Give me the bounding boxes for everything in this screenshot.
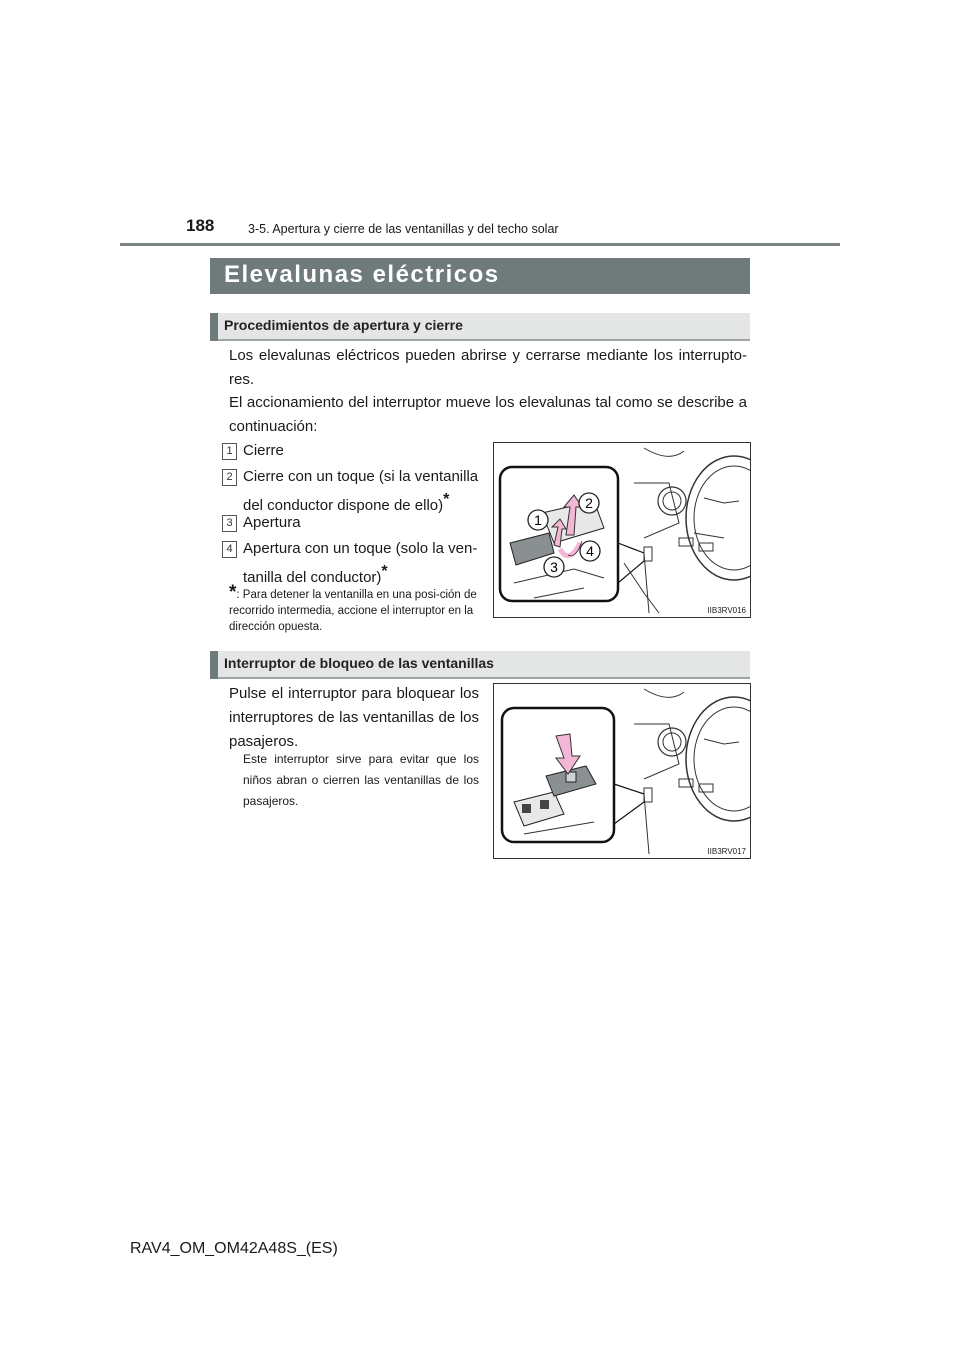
subheading-lock: Interruptor de bloqueo de las ventanillas [224,655,494,671]
subheading-bar-lock [210,651,750,679]
subheading-marker [210,313,218,341]
item-number-1: 1 [222,441,237,460]
header-rule [120,243,840,246]
item-text-2: Cierre con un toque (si la ventanilla del conductor dispone de ello)* [243,468,479,514]
item-text-1: Cierre [243,442,284,459]
footnote: *: Para detener la ventanilla en una posi-ción de recorrido intermedia, accione el interruptor en la dirección opuesta. [229,582,477,633]
figure-label-4: 4 [586,543,594,559]
subheading-procedures: Procedimientos de apertura y cierre [224,317,463,333]
footer-code: RAV4_OM_OM42A48S_(ES) [130,1240,338,1257]
item-text-3: Apertura [243,514,301,531]
figure-code-1: IIB3RV016 [707,606,746,615]
figure-window-switches [493,442,751,618]
figure-label-1: 1 [534,512,542,528]
figure-lock-switch [493,683,751,859]
item-number-3: 3 [222,513,237,532]
asterisk-mark: * [381,563,388,580]
asterisk-mark: * [443,491,450,508]
figure-code-2: IIB3RV017 [707,847,746,856]
item-number-4: 4 [222,539,237,558]
figure-label-3: 3 [550,559,558,575]
window-switch-illustration [494,443,750,617]
subheading-bar-procedures [210,313,750,341]
lock-switch-illustration [494,684,750,858]
page-number: 188 [186,216,215,235]
paragraph-operation: El accionamiento del interruptor mueve los elevalunas tal como se describe a continuación: [229,394,747,435]
paragraph-intro: Los elevalunas eléctricos pueden abrirse y cerrarse mediante los interrupto-res. [229,347,747,388]
page-title: Elevalunas eléctricos [224,261,500,288]
title-bar [210,258,750,294]
item-number-2: 2 [222,467,237,486]
note-lock: Este interruptor sirve para evitar que los niños abran o cierren las ventanillas de los pasajeros. [243,752,479,808]
figure-label-2: 2 [585,495,593,511]
item-text-4: Apertura con un toque (solo la ven-tanilla del conductor)* [243,540,478,586]
paragraph-lock: Pulse el interruptor para bloquear los interruptores de las ventanillas de los pasajeros. [229,685,479,750]
subheading-marker [210,651,218,679]
section-header: 3-5. Apertura y cierre de las ventanillas y del techo solar [248,222,559,236]
